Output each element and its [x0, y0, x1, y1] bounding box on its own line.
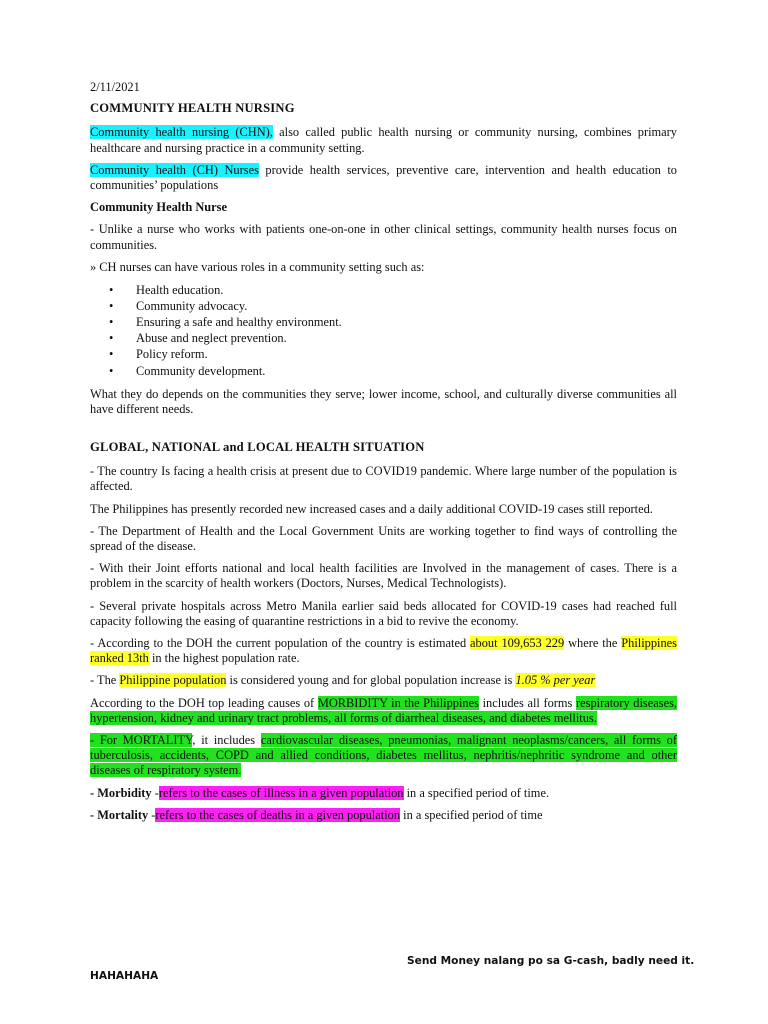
section-heading-health-situation: GLOBAL, NATIONAL and LOCAL HEALTH SITUATION — [90, 440, 425, 454]
morbidity-definition-highlight: refers to the cases of illness in a given population — [158, 785, 404, 800]
young-text-mid: is considered young and for global population increase is — [226, 673, 516, 688]
ch-nurses-highlight: Community health (CH) Nurses — [90, 162, 259, 177]
population-text-start: - According to the DOH the current population of the country is estimated — [90, 636, 471, 651]
population-count-highlight: about 109,653 229 — [470, 636, 565, 651]
chn-definition — [90, 125, 677, 155]
young-text-start: - The — [90, 673, 120, 688]
mortality-definition-end: in a specified period of time — [400, 807, 543, 822]
mortality-definition-highlight: refers to the cases of deaths in a given population — [155, 807, 401, 822]
paragraph-doh-lgu: - The Department of Health and the Local Government Units are working together to find ways of controlling the spread of the disease. — [90, 523, 677, 554]
subheading-community-health-nurse: Community Health Nurse — [90, 200, 227, 215]
morbidity-text-mid: includes all forms — [478, 695, 576, 710]
paragraph-young-population — [90, 673, 677, 688]
mortality-dash: - — [148, 807, 156, 822]
population-rank-highlight: Philippines ranked 13th — [90, 636, 677, 666]
morbidity-diseases-highlight: respiratory diseases, hypertension, kidney and urinary tract problems, all forms of diarrheal diseases, and diabetes mellitus. — [90, 695, 677, 725]
footer-note-laugh: HAHAHAHA — [90, 970, 159, 982]
list-item: • Ensuring a safe and healthy environment. — [136, 314, 677, 330]
list-item: • Community advocacy. — [136, 298, 677, 314]
document-title: COMMUNITY HEALTH NURSING — [90, 101, 295, 116]
section-spacer — [90, 424, 677, 440]
growth-rate-highlight: 1.05 % per year — [515, 673, 596, 688]
paragraph-morbidity-causes — [90, 696, 677, 726]
roles-outro: What they do depends on the communities they serve; lower income, school, and culturally diverse communities all have different needs. — [90, 386, 677, 416]
list-item: • Policy reform. — [136, 346, 677, 362]
mortality-text-mid: , it includes — [192, 733, 261, 748]
morbidity-dash: - — [151, 785, 159, 800]
morbidity-definition — [90, 786, 677, 801]
morbidity-definition-end: in a specified period of time. — [403, 785, 550, 800]
mortality-diseases-highlight: cardiovascular diseases, pneumonias, malignant neoplasms/cancers, all forms of tuberculosis, accidents, COPD and allied conditions, diabetes mellitus, nephritis/nephritic syndrome and other diseases of respiratory system. — [90, 733, 677, 778]
document-body — [90, 80, 677, 830]
list-item: • Health education. — [136, 282, 677, 298]
population-text-mid: where the — [564, 636, 622, 651]
mortality-term: - Mortality — [90, 807, 149, 822]
roles-list — [90, 282, 677, 379]
paragraph-population — [90, 636, 677, 666]
list-item: • Community development. — [136, 363, 677, 379]
paragraph-cases: The Philippines has presently recorded new increased cases and a daily additional COVID-19 cases still reported. — [90, 501, 653, 516]
paragraph-joint-efforts: - With their Joint efforts national and local health facilities are Involved in the management of cases. There is a problem in the scarcity of health workers (Doctors, Nurses, Medical Technologists). — [90, 561, 677, 591]
chn-highlight: Community health nursing (CHN), — [90, 125, 273, 140]
population-text-end: in the highest population rate. — [148, 651, 300, 666]
list-item: • Abuse and neglect prevention. — [136, 330, 677, 346]
document-date: 2/11/2021 — [90, 80, 140, 94]
roles-intro: » CH nurses can have various roles in a community setting such as: — [90, 259, 425, 274]
ch-nurses-definition-text: provide health services, preventive care, intervention and health education to communities’ populations — [90, 162, 677, 193]
paragraph-mortality-causes — [90, 733, 677, 779]
chn-definition-text: also called public health nursing or community nursing, combines primary healthcare and nursing practice in a community setting. — [90, 125, 677, 155]
footer-note-gcash: Send Money nalang po sa G-cash, badly need it. — [407, 955, 695, 967]
morbidity-highlight: MORBIDITY in the Philippines — [317, 695, 479, 710]
nurse-paragraph: - Unlike a nurse who works with patients one-on-one in other clinical settings, community health nurses focus on communities. — [90, 222, 677, 252]
mortality-highlight: - For MORTALITY — [90, 733, 193, 748]
morbidity-text-start: According to the DOH top leading causes of — [90, 695, 318, 710]
young-population-highlight: Philippine population — [119, 673, 227, 688]
paragraph-hospitals: - Several private hospitals across Metro Manila earlier said beds allocated for COVID-19 cases had reached full capacity following the easing of quarantine restrictions in a bid to revive the economy. — [90, 598, 677, 628]
morbidity-term: - Morbidity — [90, 785, 152, 800]
ch-nurses-definition — [90, 163, 677, 193]
paragraph-crisis: - The country Is facing a health crisis at present due to COVID19 pandemic. Where large number of the population is affected. — [90, 464, 677, 494]
mortality-definition — [90, 808, 677, 823]
